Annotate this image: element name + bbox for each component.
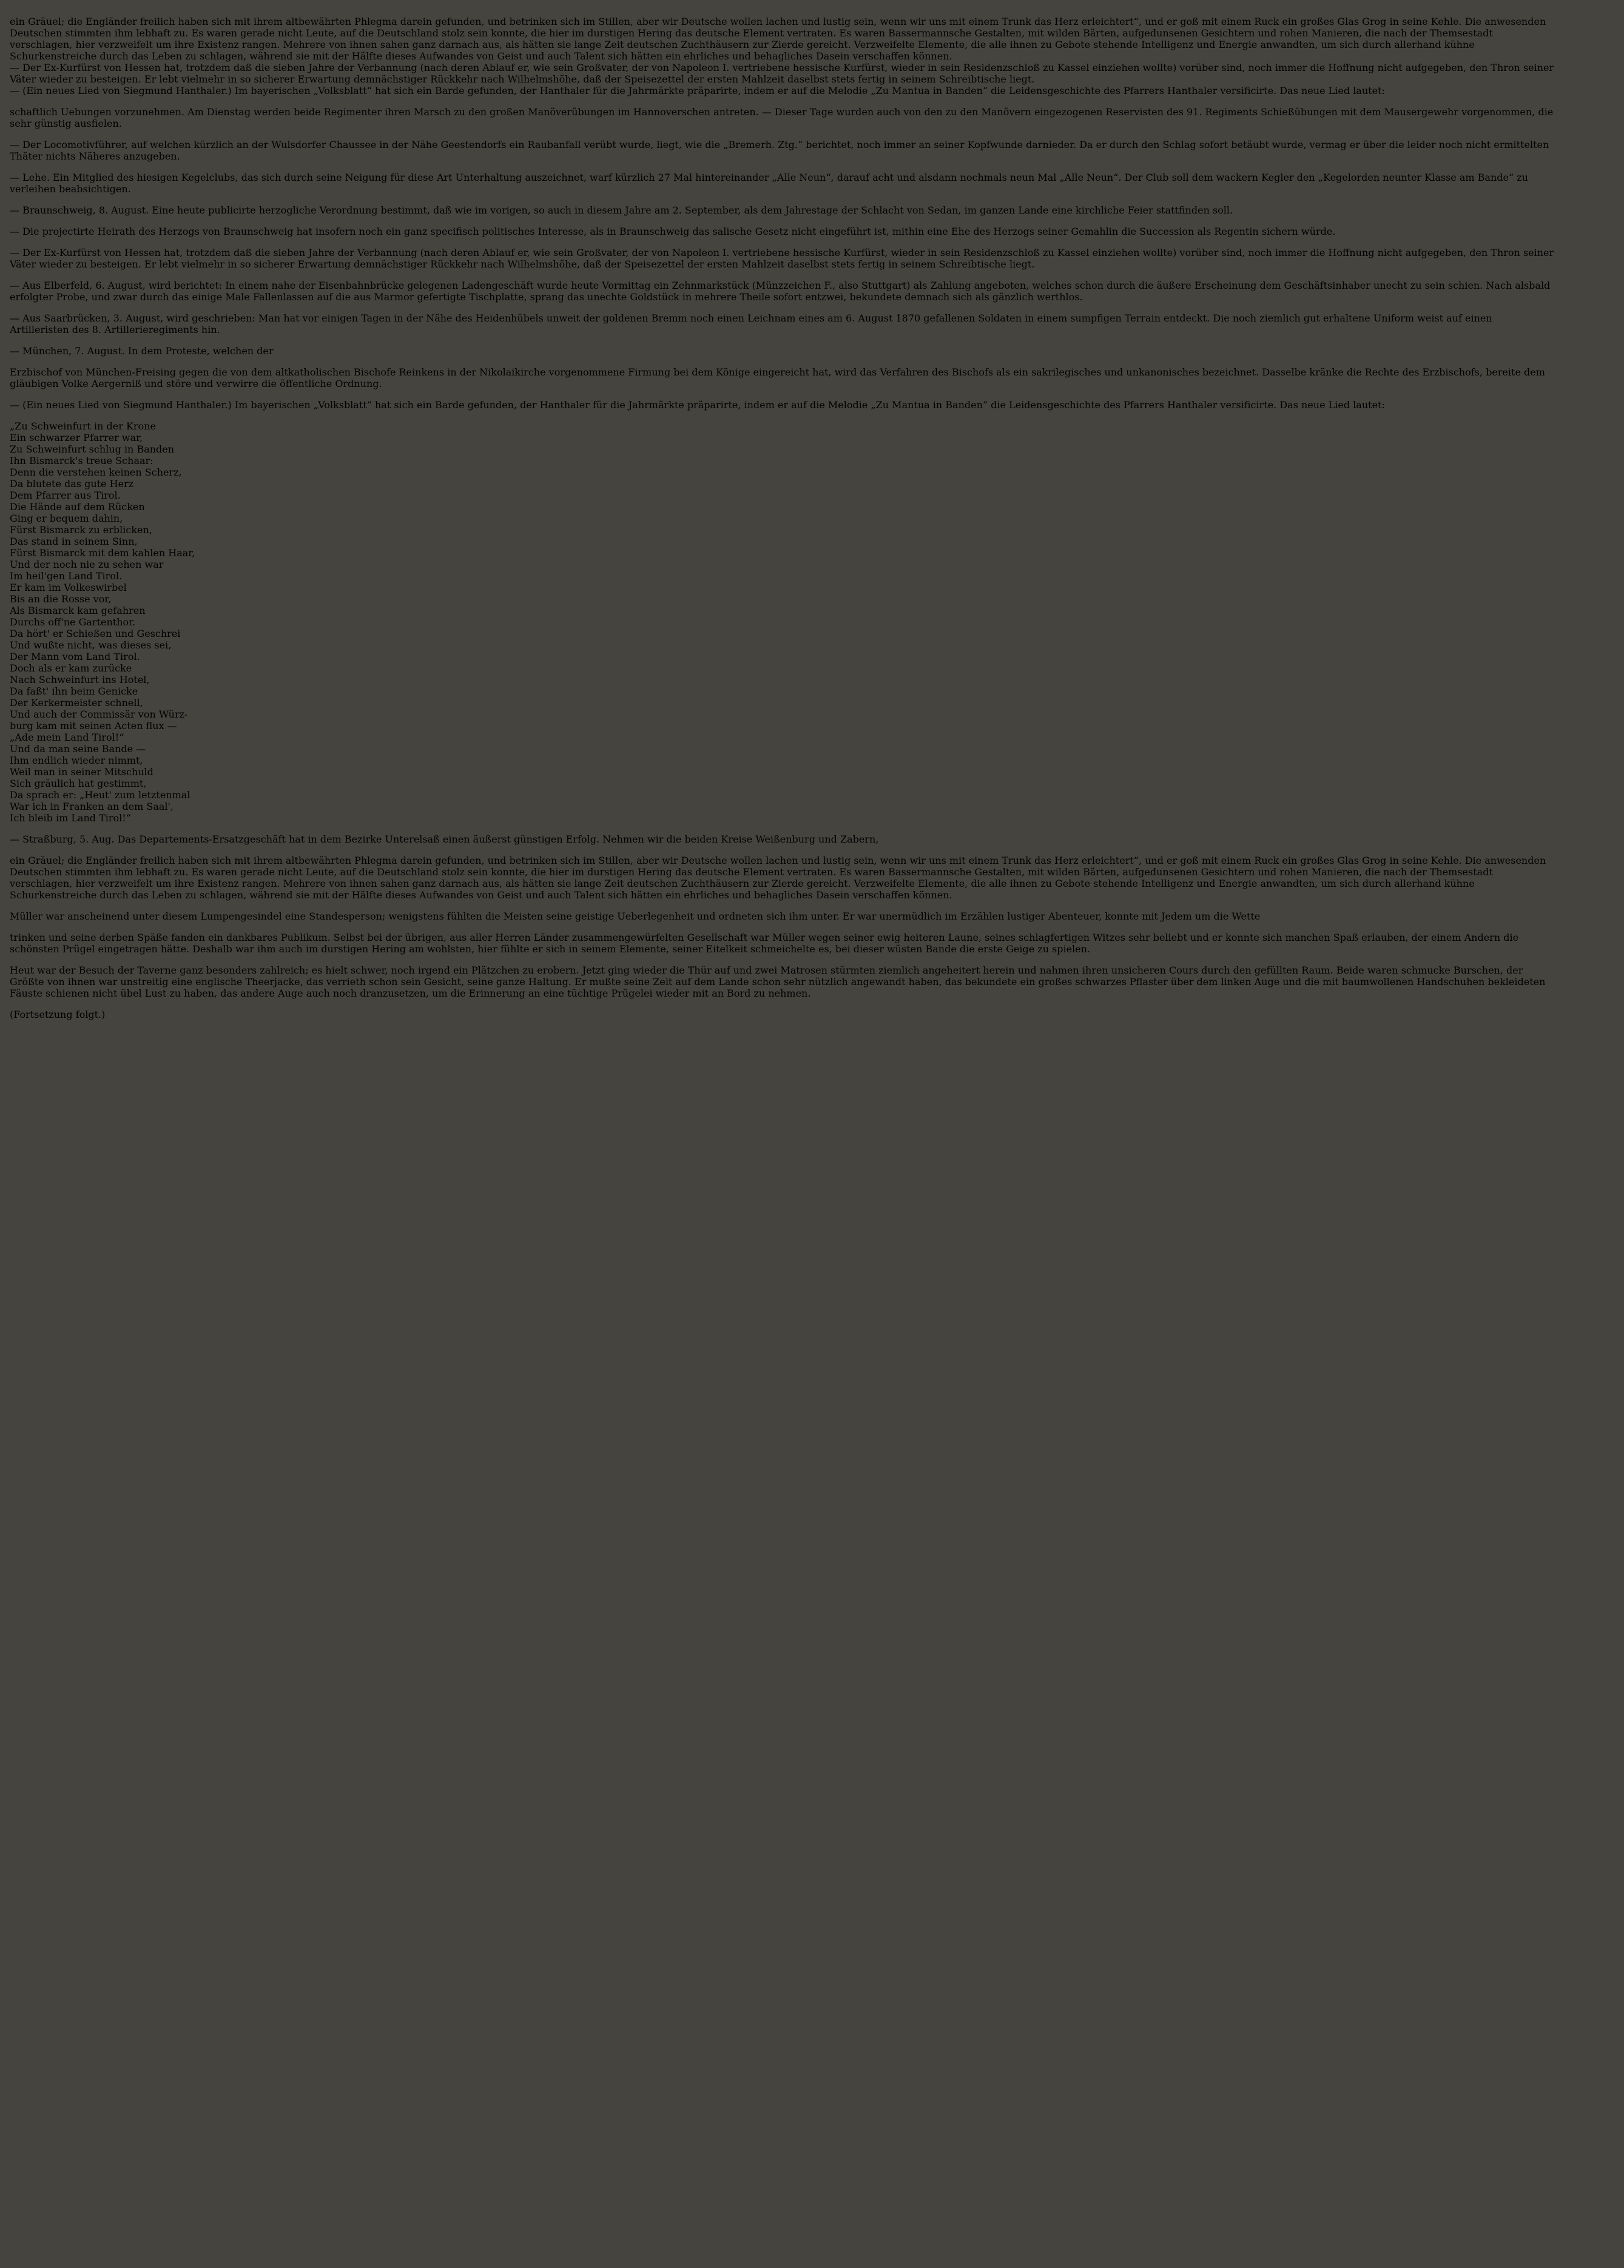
paragraph: Erzbischof von München-Freising gegen die von dem altkatholischen Bischofe Reinkens in der Nikolaikirche vorgenommene Firmung bei dem Könige eingereicht hat, wird das Verfahren des Bischofs als ein sakrilegisches und unkanonisches bezeichnet. Dasselbe kränke die Rechte des Erzbischofs, bereite dem gläubigen Volke Aergerniß und störe und verwirre die öffentliche Ordnung. — [10, 366, 1545, 389]
poem-line: Und auch der Commissär von Würz- — [10, 708, 188, 720]
verso-bleed-through: — (Ein neues Lied von Siegmund Hanthaler.) Im bayerischen „Volksblatt“ hat sich ein Barde gefunden, der Hanthaler für die Jahrmärkte präparirte, indem er auf die Melodie „Zu Mantua in Banden“ die Leidensgeschichte des Pfarrers Hanthaler versificirte. Das neue Lied lautet: — [10, 85, 1385, 96]
poem-line: Denn die verstehen keinen Scherz, — [10, 466, 182, 478]
poem-line: Sich gräulich hat gestimmt, — [10, 778, 147, 789]
poem-line: Ein schwarzer Pfarrer war, — [10, 432, 143, 443]
paragraph: — Aus Elberfeld, 6. August, wird berichtet: In einem nahe der Eisenbahnbrücke gelegenen Ladengeschäft wurde heute Vormittag ein Zehnmarkstück (Münzzeichen F., also Stuttgart) als Zahlung angeboten, welches schon durch die äußere Erscheinung dem Geschäftsinhaber unecht zu sein schien. Nach alsbald erfolgter Probe, und zwar durch das einige Male Fallenlassen auf die aus Marmor gefertigte Tischplatte, sprang das unechte Goldstück in mehrere Theile sofort entzwei, bekundete demnach sich als gänzlich werthlos. — [10, 280, 1551, 303]
paragraph: Heut war der Besuch der Taverne ganz besonders zahlreich; es hielt schwer, noch irgend ein Plätzchen zu erobern. Jetzt ging wieder die Thür auf und zwei Matrosen stürmten ziemlich angeheitert herein und nahmen ihren unsicheren Cours durch den gefüllten Raum. Beide waren schmucke Burschen, der Größte von ihnen war unstreitig eine englische Theerjacke, das verrieth schon sein Gesicht, seine ganze Haltung. Er mußte seine Zeit auf dem Lande schon sehr nützlich angewandt haben, das bekundete ein großes schwarzes Pflaster über dem linken Auge und die mit baumwollenen Handschuhen bekleideten Fäuste schienen nicht übel Lust zu haben, das andere Auge auch noch dranzusetzen, um die Erinnerung an eine tüchtige Prügelei wieder mit an Bord zu nehmen. — [10, 964, 1546, 999]
poem-line: Da hört' er Schießen und Geschrei — [10, 628, 181, 639]
poem-line: burg kam mit seinen Acten flux — — [10, 720, 177, 732]
newspaper-page — [10, 16, 1554, 2252]
poem — [10, 420, 1554, 824]
bottom-right-column — [10, 932, 1554, 1020]
poem-stanza — [10, 662, 1554, 743]
poem-line: Da faßt' ihn beim Genicke — [10, 685, 138, 697]
poem-stanza — [10, 501, 1554, 582]
bottom-left-column — [10, 855, 1554, 922]
continuation-note: (Fortsetzung folgt.) — [10, 1009, 106, 1020]
poem-line: Doch als er kam zurücke — [10, 662, 132, 674]
poem-line: Und wußte nicht, was dieses sei, — [10, 639, 172, 651]
paragraph: schaftlich Uebungen vorzunehmen. Am Dienstag werden beide Regimenter ihren Marsch zu den großen Manöverübungen im Hannoverschen antreten. — Dieser Tage wurden auch von den zu den Manövern eingezogenen Reservisten des 91. Regiments Schießübungen mit dem Mausergewehr vorgenommen, die sehr günstig ausfielen. — [10, 106, 1554, 129]
paragraph: ein Gräuel; die Engländer freilich haben sich mit ihrem altbewährten Phlegma darein gefunden, und betrinken sich im Stillen, aber wir Deutsche wollen lachen und lustig sein, wenn wir uns mit einem Trunk das Herz erleichtert“, und er goß mit einem Ruck ein großes Glas Grog in seine Kehle. Die anwesenden Deutschen stimmten ihm lebhaft zu. Es waren gerade nicht Leute, auf die Deutschland stolz sein konnte, die hier im durstigen Hering das deutsche Element vertraten. Es waren Bassermannsche Gestalten, mit wilden Bärten, aufgedunsenen Gesichtern und rohen Manieren, die nach der Themsestadt verschlagen, hier verzweifelt um ihre Existenz rangen. Mehrere von ihnen sahen ganz darnach aus, als hätten sie lange Zeit deutschen Zuchthäusern zur Zierde gereicht. Verzweifelte Elemente, die alle ihnen zu Gebote stehende Intelligenz und Energie anwandten, um sich durch allerhand kühne Schurkenstreiche durch das Leben zu schlagen, während sie mit der Hälfte dieses Aufwandes von Geist und auch Talent sich hätten ein ehrliches und behagliches Dasein verschaffen können. — [10, 855, 1546, 901]
paragraph: — Aus Saarbrücken, 3. August, wird geschrieben: Man hat vor einigen Tagen in der Nähe des Heidenhübels unweit der goldenen Bremm noch einen Leichnam eines am 6. August 1870 gefallenen Soldaten in einem sumpfigen Terrain entdeckt. Die noch ziemlich gut erhaltene Uniform weist auf einen Artilleristen des 8. Artillerieregiments hin. — [10, 312, 1492, 335]
paragraph: Müller war anscheinend unter diesem Lumpengesindel eine Standesperson; wenigstens fühlten die Meisten seine geistige Ueberlegenheit und ordneten sich ihm unter. Er war unermüdlich im Erzählen lustiger Abenteuer, konnte mit Jedem um die Wette — [10, 910, 1261, 922]
top-right-column — [10, 366, 1554, 845]
poem-line: Ich bleib im Land Tirol!“ — [10, 812, 131, 824]
poem-line: Zu Schweinfurt schlug in Banden — [10, 443, 175, 455]
top-left-column — [10, 106, 1554, 357]
paragraph: — Straßburg, 5. Aug. Das Departements-Ersatzgeschäft hat in dem Bezirke Unterelsaß einen äußerst günstigen Erfolg. Nehmen wir die beiden Kreise Weißenburg und Zabern, — [10, 833, 879, 845]
paragraph: — (Ein neues Lied von Siegmund Hanthaler.) Im bayerischen „Volksblatt“ hat sich ein Barde gefunden, der Hanthaler für die Jahrmärkte präparirte, indem er auf die Melodie „Zu Mantua in Banden“ die Leidensgeschichte des Pfarrers Hanthaler versificirte. Das neue Lied lautet: — [10, 399, 1385, 411]
poem-line: Fürst Bismarck zu erblicken, — [10, 524, 152, 536]
poem-line: Der Kerkermeister schnell, — [10, 697, 143, 708]
poem-line: Und der noch nie zu sehen war — [10, 559, 164, 570]
paragraph: — Der Locomotivführer, auf welchen kürzlich an der Wulsdorfer Chaussee in der Nähe Geestendorfs ein Raubanfall verübt wurde, liegt, wie die „Bremerh. Ztg.“ berichtet, noch immer an seiner Kopfwunde darnieder. Da er durch den Schlag sofort betäubt wurde, vermag er über die leider noch nicht ermittelten Thäter nichts Näheres anzugeben. — [10, 139, 1549, 162]
verso-bleed-through: ein Gräuel; die Engländer freilich haben sich mit ihrem altbewährten Phlegma darein gefunden, und betrinken sich im Stillen, aber wir Deutsche wollen lachen und lustig sein, wenn wir uns mit einem Trunk das Herz erleichtert“, und er goß mit einem Ruck ein großes Glas Grog in seine Kehle. Die anwesenden Deutschen stimmten ihm lebhaft zu. Es waren gerade nicht Leute, auf die Deutschland stolz sein konnte, die hier im durstigen Hering das deutsche Element vertraten. Es waren Bassermannsche Gestalten, mit wilden Bärten, aufgedunsenen Gesichtern und rohen Manieren, die nach der Themsestadt verschlagen, hier verzweifelt um ihre Existenz rangen. Mehrere von ihnen sahen ganz darnach aus, als hätten sie lange Zeit deutschen Zuchthäusern zur Zierde gereicht. Verzweifelte Elemente, die alle ihnen zu Gebote stehende Intelligenz und Energie anwandten, um sich durch allerhand kühne Schurkenstreiche durch das Leben zu schlagen, während sie mit der Hälfte dieses Aufwandes von Geist und auch Talent sich hätten ein ehrliches und behagliches Dasein verschaffen können. — [10, 16, 1546, 62]
poem-line: Als Bismarck kam gefahren — [10, 605, 146, 616]
bottom-right-text — [10, 932, 1554, 999]
paragraph: — Die projectirte Heirath des Herzogs von Braunschweig hat insofern noch ein ganz specifisch politisches Interesse, als in Braunschweig das salische Gesetz nicht eingeführt ist, mithin eine Ehe des Herzogs seiner Gemahlin die Succession als Regentin sichern würde. — [10, 226, 1336, 237]
poem-line: „Ade mein Land Tirol!“ — [10, 732, 124, 743]
poem-line: Der Mann vom Land Tirol. — [10, 651, 140, 662]
poem-line: Er kam im Volkeswirbel — [10, 582, 127, 593]
poem-line: Ging er bequem dahin, — [10, 513, 123, 524]
poem-line: Fürst Bismarck mit dem kahlen Haar, — [10, 547, 195, 559]
paragraph: — Braunschweig, 8. August. Eine heute publicirte herzogliche Verordnung bestimmt, daß wie im vorigen, so auch in diesem Jahre am 2. September, als dem Jahrestage der Schlacht von Sedan, im ganzen Lande eine kirchliche Feier stattfinden soll. — [10, 204, 1233, 216]
poem-line: Und da man seine Bande — — [10, 743, 146, 755]
paragraph: — Der Ex-Kurfürst von Hessen hat, trotzdem daß die sieben Jahre der Verbannung (nach deren Ablauf er, wie sein Großvater, der von Napoleon I. vertriebene hessische Kurfürst, wieder in sein Residenzschloß zu Kassel einziehen wollte) vorüber sind, noch immer die Hoffnung nicht aufgegeben, den Thron seiner Väter wieder zu besteigen. Er lebt vielmehr in so sicherer Erwartung demnächstiger Rückkehr nach Wilhelmshöhe, daß der Speisezettel der ersten Mahlzeit daselbst stets fertig in seinem Schreibtische liegt. — [10, 247, 1554, 270]
poem-line: Ihn Bismarck's treue Schaar: — [10, 455, 153, 466]
top-right-lead — [10, 366, 1554, 411]
poem-line: Da blutete das gute Herz — [10, 478, 134, 490]
poem-line: Da sprach er: „Heut' zum letztenmal — [10, 789, 190, 801]
top-right-closing — [10, 833, 1554, 845]
poem-line: Weil man in seiner Mitschuld — [10, 766, 153, 778]
paragraph: trinken und seine derben Späße fanden ein dankbares Publikum. Selbst bei der übrigen, aus aller Herren Länder zusammengewürfelten Gesellschaft war Müller wegen seiner ewig heiteren Laune, seines schlagfertigen Witzes sehr beliebt und er konnte sich manchen Spaß erlauben, der einem Andern die schönsten Prügel eingetragen hätte. Deshalb war ihm auch im durstigen Hering am wohlsten, hier fühlte er sich in seinem Elemente, seiner Eitelkeit schmeichelte es, bei dieser wüsten Bande die erste Geige zu spielen. — [10, 932, 1519, 955]
poem-line: Nach Schweinfurt ins Hotel, — [10, 674, 150, 685]
poem-stanza — [10, 743, 1554, 824]
paragraph: — München, 7. August. In dem Proteste, welchen der — [10, 345, 274, 357]
poem-line: War ich in Franken an dem Saal', — [10, 801, 174, 812]
poem-line: Dem Pfarrer aus Tirol. — [10, 490, 121, 501]
poem-line: Die Hände auf dem Rücken — [10, 501, 145, 513]
poem-stanza — [10, 420, 1554, 501]
poem-line: Das stand in seinem Sinn, — [10, 536, 138, 547]
paragraph: — Lehe. Ein Mitglied des hiesigen Kegelclubs, das sich durch seine Neigung für diese Art Unterhaltung auszeichnet, warf kürzlich 27 Mal hintereinander „Alle Neun“, darauf acht und alsdann nochmals neun Mal „Alle Neun“. Der Club soll dem wackern Kegler den „Kegelorden neunter Klasse am Bande“ zu verleihen beabsichtigen. — [10, 172, 1528, 195]
poem-line: Ihm endlich wieder nimmt, — [10, 755, 143, 766]
verso-bleed-through: — Der Ex-Kurfürst von Hessen hat, trotzdem daß die sieben Jahre der Verbannung (nach deren Ablauf er, wie sein Großvater, der von Napoleon I. vertriebene hessische Kurfürst, wieder in sein Residenzschloß zu Kassel einziehen wollte) vorüber sind, noch immer die Hoffnung nicht aufgegeben, den Thron seiner Väter wieder zu besteigen. Er lebt vielmehr in so sicherer Erwartung demnächstiger Rückkehr nach Wilhelmshöhe, daß der Speisezettel der ersten Mahlzeit daselbst stets fertig in seinem Schreibtische liegt. — [10, 62, 1554, 85]
poem-stanza — [10, 582, 1554, 662]
poem-line: „Zu Schweinfurt in der Krone — [10, 420, 156, 432]
poem-line: Bis an die Rosse vor, — [10, 593, 112, 605]
poem-line: Durchs off'ne Gartenthor. — [10, 616, 136, 628]
poem-line: Im heil'gen Land Tirol. — [10, 570, 123, 582]
